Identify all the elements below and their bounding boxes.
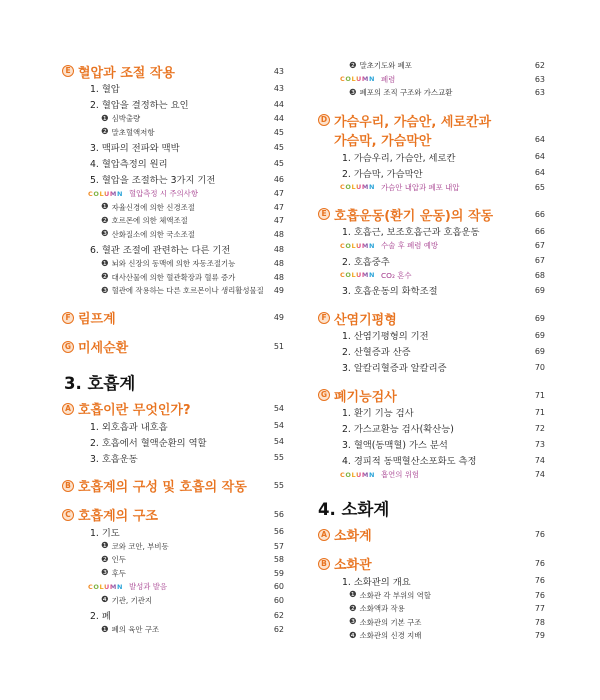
page-number: 62 xyxy=(273,625,284,635)
toc-subentry xyxy=(62,623,284,637)
toc-entry xyxy=(318,573,545,589)
toc-subentry xyxy=(62,271,284,285)
entry-title: 3. 호흡운동의 화학조절 xyxy=(342,286,438,297)
column-label: COLUMN xyxy=(88,189,123,198)
toc-column-entry xyxy=(62,580,284,594)
page-number: 54 xyxy=(273,404,284,413)
toc-section xyxy=(62,400,284,418)
page-number: 62 xyxy=(273,610,284,620)
column-title: 흡연의 위험 xyxy=(381,470,420,480)
page-number: 64 xyxy=(534,168,545,177)
page-number: 58 xyxy=(273,555,284,565)
page-number: 78 xyxy=(534,617,545,627)
toc-entry xyxy=(318,404,545,420)
column-label: COLUMN xyxy=(340,75,375,84)
number-bullet-icon: ❸ xyxy=(101,285,109,296)
subentry-title: 후두 xyxy=(111,568,126,578)
subentry-title: 대사산물에 의한 혈관확장과 혈류 증가 xyxy=(111,272,236,282)
entry-title: 2. 산혈증과 산증 xyxy=(342,347,411,358)
toc-subentry xyxy=(62,112,284,126)
entry-title: 2. 폐 xyxy=(90,611,111,622)
page-number: 59 xyxy=(273,568,284,578)
section-letter-icon: E xyxy=(318,208,330,220)
toc-subentry xyxy=(318,589,545,603)
page-number: 69 xyxy=(534,285,545,295)
subentry-title: 코와 코안, 부비동 xyxy=(111,541,169,551)
page-number: 43 xyxy=(273,66,284,76)
section-letter-icon: G xyxy=(62,341,74,353)
toc-section xyxy=(62,477,284,495)
page-number: 66 xyxy=(534,209,545,219)
page-number: 69 xyxy=(534,346,545,356)
toc-entry xyxy=(62,155,284,171)
entry-title: 3. 맥파의 전파와 맥박 xyxy=(90,143,180,154)
toc-entry xyxy=(318,420,545,436)
subentry-title: 자율신경에 의한 신경조절 xyxy=(111,202,195,212)
entry-title: 3. 호흡운동 xyxy=(90,453,138,465)
toc-column-entry xyxy=(318,239,545,253)
number-bullet-icon: ❹ xyxy=(349,630,357,641)
page-number: 48 xyxy=(273,259,284,269)
section-title: 혈압과 조절 작용 xyxy=(78,65,175,81)
page-number: 55 xyxy=(273,453,284,462)
toc-section xyxy=(62,62,284,80)
column-title: 가슴안 내압과 폐포 내압 xyxy=(381,182,460,192)
page-number: 63 xyxy=(534,88,545,98)
toc-column-entry xyxy=(318,468,545,482)
page-number: 44 xyxy=(273,114,284,124)
number-bullet-icon: ❷ xyxy=(101,215,109,226)
page-number: 60 xyxy=(273,595,284,605)
toc-entry xyxy=(318,452,545,468)
subentry-title: 소화액과 작용 xyxy=(359,604,405,614)
entry-title: 1. 가슴우리, 가슴안, 세로칸 xyxy=(342,152,456,164)
page-number: 57 xyxy=(273,541,284,551)
section-letter-icon: A xyxy=(62,403,74,415)
section-letter-icon: D xyxy=(318,114,330,126)
page-number: 76 xyxy=(534,576,545,585)
page-number: 48 xyxy=(273,229,284,239)
entry-title: 1. 산염기평형의 기전 xyxy=(342,331,429,342)
page-number: 54 xyxy=(273,437,284,446)
section-title: 가슴우리, 가슴안, 세로칸과 xyxy=(334,114,492,130)
toc-entry xyxy=(62,524,284,540)
number-bullet-icon: ❷ xyxy=(101,127,109,138)
column-label: COLUMN xyxy=(88,582,123,591)
page-number: 56 xyxy=(273,510,284,519)
page-number: 55 xyxy=(273,481,284,490)
chapter-heading: 3. 호흡계 xyxy=(64,373,136,393)
toc-subentry xyxy=(62,567,284,581)
section-letter-icon: B xyxy=(62,480,74,492)
number-bullet-icon: ❶ xyxy=(101,258,109,269)
page-number: 45 xyxy=(273,142,284,152)
entry-title: 3. 혈액(동맥혈) 가스 분석 xyxy=(342,440,448,451)
toc-entry xyxy=(62,418,284,434)
number-bullet-icon: ❸ xyxy=(101,568,109,579)
section-title-line xyxy=(318,111,545,130)
subentry-title: 소화관의 기본 구조 xyxy=(359,617,422,627)
entry-title: 1. 혈압 xyxy=(90,84,120,95)
subentry-title: 소화관 각 부위의 역할 xyxy=(359,590,431,600)
toc-entry xyxy=(62,80,284,96)
toc-entry xyxy=(62,607,284,623)
entry-title: 5. 혈압을 조절하는 3가지 기전 xyxy=(90,175,216,186)
toc-entry xyxy=(62,139,284,155)
toc-entry xyxy=(62,434,284,450)
section-title: 미세순환 xyxy=(78,341,129,356)
toc-subentry xyxy=(318,602,545,616)
toc-section xyxy=(62,338,284,356)
page-number: 73 xyxy=(534,439,545,449)
page-number: 64 xyxy=(534,134,545,144)
column-title: 발성과 발음 xyxy=(129,582,168,592)
toc-entry xyxy=(62,171,284,187)
page-number: 47 xyxy=(273,216,284,226)
page-number: 47 xyxy=(273,189,284,199)
column-label: COLUMN xyxy=(340,271,375,280)
entry-title: 2. 호흡에서 혈액순환의 역할 xyxy=(90,437,207,449)
toc-entry xyxy=(318,359,545,375)
section-title-line xyxy=(318,130,545,149)
page-number: 45 xyxy=(273,158,284,168)
number-bullet-icon: ❸ xyxy=(101,229,109,240)
subentry-title: 말초혈액저항 xyxy=(111,127,155,137)
entry-title: 1. 호흡근, 보조호흡근과 호흡운동 xyxy=(342,227,480,238)
column-label: COLUMN xyxy=(340,241,375,250)
section-letter-icon: G xyxy=(318,389,330,401)
number-bullet-icon: ❷ xyxy=(349,60,357,71)
page-number: 60 xyxy=(273,582,284,592)
toc-column-entry xyxy=(318,181,545,195)
page-number: 77 xyxy=(534,604,545,614)
page-number: 74 xyxy=(534,455,545,465)
section-letter-icon: F xyxy=(62,312,74,324)
toc-column-entry xyxy=(318,269,545,283)
page-number: 49 xyxy=(273,286,284,296)
number-bullet-icon: ❶ xyxy=(101,113,109,124)
number-bullet-icon: ❸ xyxy=(349,617,357,628)
toc-section xyxy=(62,309,284,327)
toc-subentry xyxy=(62,126,284,140)
entry-title: 4. 혈압측정의 원리 xyxy=(90,159,168,170)
page-number: 74 xyxy=(534,470,545,480)
page-number: 76 xyxy=(534,530,545,539)
entry-title: 1. 외호흡과 내호흡 xyxy=(90,421,168,433)
section-title: 산염기평형 xyxy=(334,312,397,328)
page-number: 69 xyxy=(534,330,545,340)
subentry-title: 인두 xyxy=(111,555,126,565)
toc-subentry xyxy=(318,629,545,643)
page-number: 69 xyxy=(534,313,545,323)
page-number: 45 xyxy=(273,127,284,137)
section-title: 호흡이란 무엇인가? xyxy=(78,403,191,418)
toc-entry xyxy=(62,96,284,112)
page-number: 43 xyxy=(273,83,284,93)
page-number: 63 xyxy=(534,74,545,84)
toc-column-entry xyxy=(318,73,545,87)
number-bullet-icon: ❷ xyxy=(101,554,109,565)
chapter-heading: 4. 소화계 xyxy=(318,499,390,519)
page-number: 47 xyxy=(273,202,284,212)
page-number: 49 xyxy=(273,313,284,322)
toc-entry xyxy=(62,241,284,257)
column-title: 혈압측정 시 주의사항 xyxy=(129,189,198,199)
toc-subentry xyxy=(62,257,284,271)
toc-section xyxy=(318,555,545,573)
subentry-title: 산화질소에 의한 국소조절 xyxy=(111,229,195,239)
page-number: 46 xyxy=(273,174,284,184)
page-number: 67 xyxy=(534,256,545,265)
section-title: 호흡계의 구조 xyxy=(78,509,158,524)
number-bullet-icon: ❸ xyxy=(349,87,357,98)
page-number: 48 xyxy=(273,244,284,254)
entry-title: 1. 기도 xyxy=(90,527,120,539)
section-letter-icon: B xyxy=(318,558,330,570)
toc-subentry xyxy=(62,553,284,567)
column-label: COLUMN xyxy=(340,470,375,479)
subentry-title: 폐의 육안 구조 xyxy=(111,625,160,635)
page-number: 71 xyxy=(534,407,545,417)
column-title: 수술 후 폐렴 예방 xyxy=(381,241,439,251)
column-label: COLUMN xyxy=(340,183,375,192)
toc-entry xyxy=(62,450,284,466)
page-number: 72 xyxy=(534,423,545,433)
section-letter-icon: E xyxy=(62,65,74,77)
entry-title: 1. 소화관의 개요 xyxy=(342,576,411,588)
toc-entry xyxy=(318,223,545,239)
toc-subentry xyxy=(318,616,545,630)
section-letter-icon: C xyxy=(62,509,74,521)
page-number: 66 xyxy=(534,226,545,236)
page-number: 68 xyxy=(534,270,545,280)
toc-section xyxy=(318,205,545,223)
section-title: 호흡계의 구성 및 호흡의 작동 xyxy=(78,480,247,495)
entry-title: 4. 경피적 동맥혈산소포화도 측정 xyxy=(342,456,477,467)
page-number: 76 xyxy=(534,559,545,568)
toc-subentry xyxy=(62,214,284,228)
page-number: 71 xyxy=(534,390,545,400)
toc-section xyxy=(318,309,545,327)
toc-section xyxy=(318,526,545,544)
toc-subentry xyxy=(62,228,284,242)
subentry-title: 심박출량 xyxy=(111,114,141,124)
section-letter-icon: A xyxy=(318,529,330,541)
subentry-title: 폐포의 조직 구조와 가스교환 xyxy=(359,88,453,98)
subentry-title: 소화관의 신경 지배 xyxy=(359,631,422,641)
toc-column-entry xyxy=(62,187,284,201)
page-number: 70 xyxy=(534,362,545,372)
toc-subentry xyxy=(62,594,284,608)
section-title: 림프계 xyxy=(78,312,116,327)
toc-subentry xyxy=(318,86,545,100)
number-bullet-icon: ❶ xyxy=(101,541,109,552)
toc-entry xyxy=(318,327,545,343)
section-title: 소화계 xyxy=(334,529,372,544)
toc-entry xyxy=(318,149,545,165)
subentry-title: 호르몬에 의한 체액조절 xyxy=(111,216,188,226)
toc-entry xyxy=(318,343,545,359)
number-bullet-icon: ❷ xyxy=(101,272,109,283)
toc-entry xyxy=(318,253,545,269)
page-number: 79 xyxy=(534,631,545,641)
number-bullet-icon: ❶ xyxy=(101,202,109,213)
page-number: 44 xyxy=(273,99,284,109)
column-title: 폐렴 xyxy=(381,74,396,84)
section-title: 호흡운동(환기 운동)의 작동 xyxy=(334,208,494,224)
number-bullet-icon: ❶ xyxy=(349,590,357,601)
page-number: 76 xyxy=(534,590,545,600)
page-number: 64 xyxy=(534,152,545,161)
toc-section xyxy=(62,506,284,524)
subentry-title: 기관, 기관지 xyxy=(111,595,153,605)
entry-title: 1. 환기 기능 검사 xyxy=(342,408,414,419)
page-number: 48 xyxy=(273,272,284,282)
toc-subentry xyxy=(62,284,284,298)
toc-subentry xyxy=(318,59,545,73)
page-number: 56 xyxy=(273,527,284,536)
page-number: 62 xyxy=(534,61,545,71)
number-bullet-icon: ❷ xyxy=(349,603,357,614)
number-bullet-icon: ❶ xyxy=(101,624,109,635)
page-number: 67 xyxy=(534,241,545,251)
entry-title: 2. 혈압을 결정하는 요인 xyxy=(90,100,189,111)
entry-title: 2. 가슴막, 가슴막안 xyxy=(342,168,423,180)
toc-section xyxy=(318,386,545,404)
entry-title: 2. 호흡중추 xyxy=(342,256,390,268)
page-number: 65 xyxy=(534,182,545,192)
subentry-title: 뇌와 신장의 동맥에 의한 자동조절기능 xyxy=(111,259,236,269)
entry-title: 6. 혈관 조절에 관련하는 다른 기전 xyxy=(90,245,231,256)
number-bullet-icon: ❹ xyxy=(101,595,109,606)
page-number: 51 xyxy=(273,342,284,351)
toc-entry xyxy=(318,436,545,452)
subentry-title: 혈관에 작용하는 다른 호르몬이나 생리활성물질 xyxy=(111,286,264,296)
toc-section xyxy=(318,111,545,149)
section-title: 소화관 xyxy=(334,558,372,573)
toc-subentry xyxy=(62,540,284,554)
page-number: 54 xyxy=(273,421,284,430)
column-title: CO₂ 혼수 xyxy=(381,270,412,280)
section-letter-icon: F xyxy=(318,312,330,324)
toc-entry xyxy=(318,165,545,181)
toc-right-column xyxy=(318,59,545,643)
section-title: 가슴막, 가슴막안 xyxy=(334,133,432,149)
subentry-title: 말초기도와 폐포 xyxy=(359,61,412,71)
entry-title: 3. 알칼리혈증과 알칼리증 xyxy=(342,363,447,374)
toc-subentry xyxy=(62,201,284,215)
entry-title: 2. 가스교환능 검사(확산능) xyxy=(342,424,454,435)
toc-entry xyxy=(318,282,545,298)
toc-left-column xyxy=(62,62,284,637)
section-title: 폐기능검사 xyxy=(334,389,397,405)
